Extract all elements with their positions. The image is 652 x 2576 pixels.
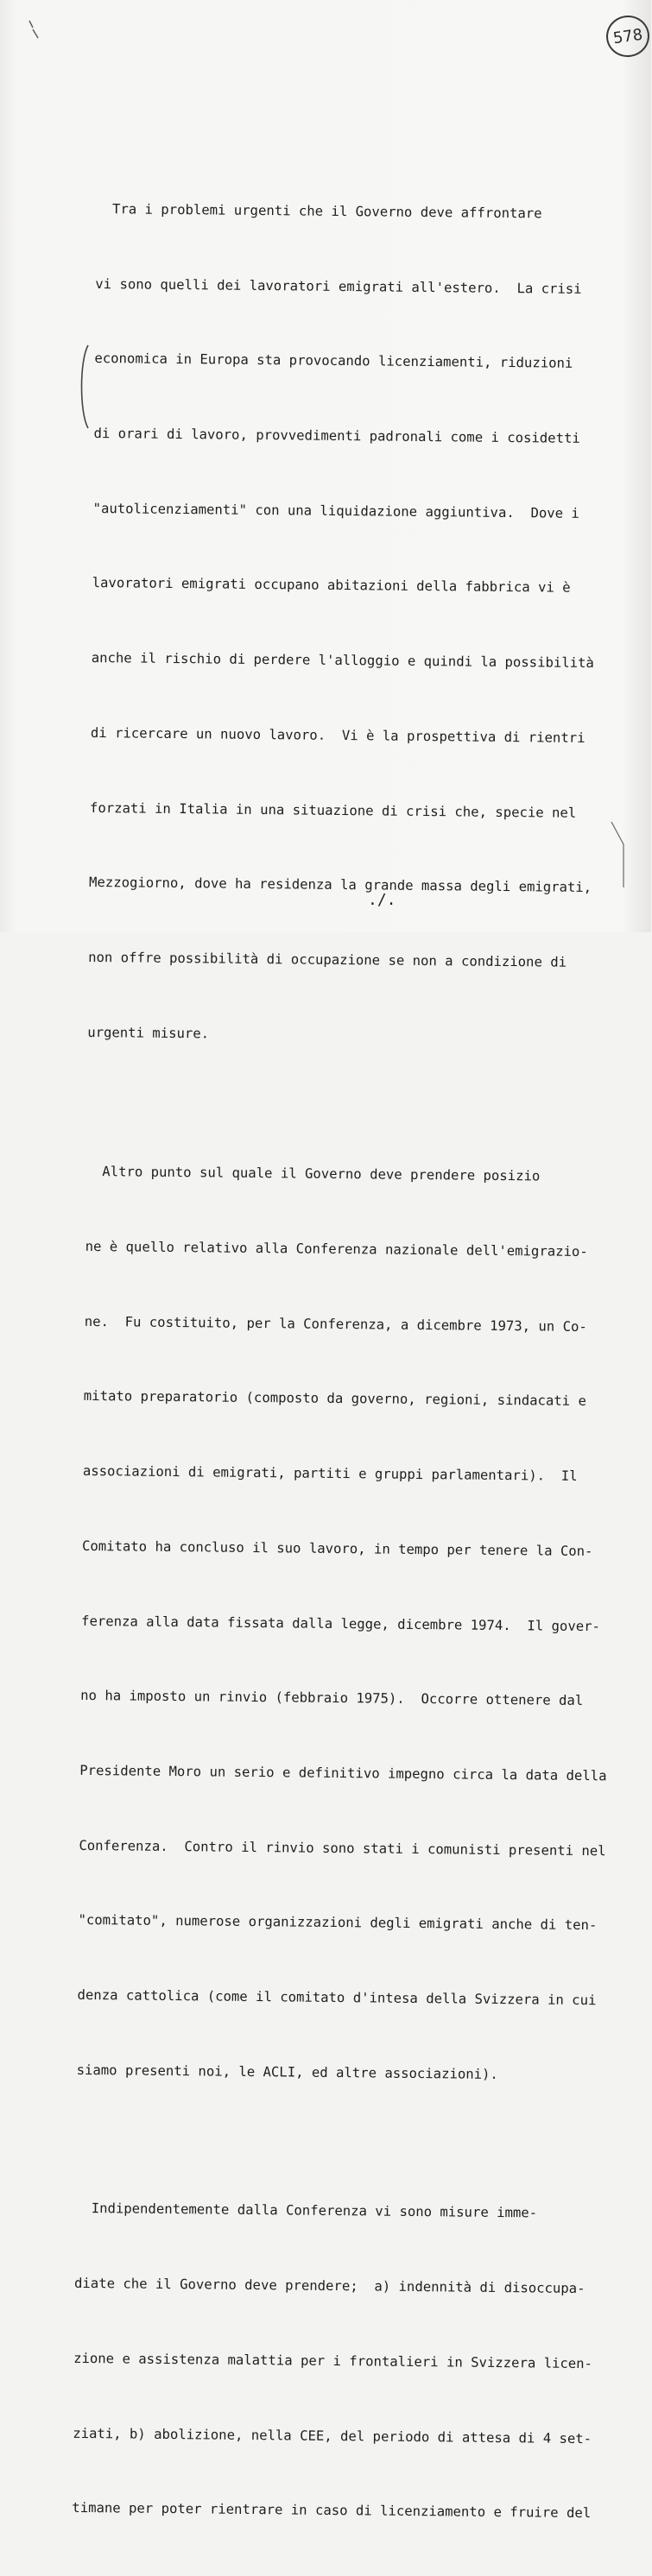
continuation-mark: ./. bbox=[368, 891, 396, 909]
text-line: siamo presenti noi, le ACLI, ed altre associazioni). bbox=[76, 2061, 498, 2082]
text-line: di orari di lavoro, provvedimenti padronali come i cosidetti bbox=[93, 425, 580, 446]
corner-pencil-mark bbox=[28, 19, 40, 41]
text-line: urgenti misure. bbox=[87, 1024, 210, 1042]
margin-edge-mark bbox=[610, 820, 625, 889]
text-line: Indipendentemente dalla Conferenza vi sono misure imme- bbox=[74, 2200, 538, 2221]
text-line: anche il rischio di perdere l'alloggio e quindi la possibilità bbox=[91, 650, 594, 672]
text-line: forzati in Italia in una situazione di crisi che, specie nel bbox=[89, 799, 577, 821]
margin-bracket-mark bbox=[78, 344, 90, 430]
text-line: Presidente Moro un serio e definitivo impegno circa la data della bbox=[79, 1762, 607, 1784]
text-line: mitato preparatorio (composto da governo, regioni, sindacati e bbox=[83, 1388, 586, 1410]
text-line: ferenza alla data fissata dalla legge, dicembre 1974. Il gover- bbox=[81, 1613, 601, 1634]
text-line: denza cattolica (come il comitato d'intesa della Svizzera in cui bbox=[77, 1987, 597, 2009]
text-line: "autolicenziamenti" con una liquidazione aggiuntiva. Dove i bbox=[92, 500, 579, 521]
text-line: ziati, b) abolizione, nella CEE, del periodo di attesa di 4 set- bbox=[73, 2425, 592, 2447]
typed-text-body bbox=[72, 147, 615, 2576]
text-line: no ha imposto un rinvio (febbraio 1975). Occorre ottenere dal bbox=[80, 1688, 584, 1709]
text-line: Mezzogiorno, dove ha residenza la grande massa degli emigrati, bbox=[88, 874, 592, 896]
text-line: lavoratori emigrati occupano abitazioni della fabbrica vi è bbox=[92, 575, 571, 597]
text-line: associazioni di emigrati, partiti e gruppi parlamentari). Il bbox=[82, 1463, 578, 1485]
text-line: diate che il Governo deve prendere; a) indennità di disoccupa- bbox=[73, 2275, 586, 2297]
text-line: Altro punto sul quale il Governo deve prendere posizio bbox=[85, 1164, 541, 1184]
text-line: non offre possibilità di occupazione se non a condizione di bbox=[88, 949, 567, 970]
text-line: "comitato", numerose organizzazioni degli emigrati anche di ten- bbox=[78, 1912, 598, 1934]
text-line: Tra i problemi urgenti che il Governo deve affrontare bbox=[96, 200, 542, 222]
text-line: ne. Fu costituito, per la Conferenza, a dicembre 1973, un Co- bbox=[84, 1313, 587, 1335]
paragraph-3 bbox=[72, 2146, 594, 2576]
paragraph-2 bbox=[76, 1109, 605, 2137]
text-line: di ricercare un nuovo lavoro. Vi è la prospettiva di rientri bbox=[90, 724, 586, 746]
text-line: Conferenza. Contro il rinvio sono stati i comunisti presenti nel bbox=[79, 1837, 606, 1859]
page-number: 578 bbox=[611, 25, 644, 47]
text-line: vi sono quelli dei lavoratori emigrati all'estero. La crisi bbox=[95, 275, 582, 297]
page-number-stamp bbox=[604, 13, 652, 60]
paragraph-1 bbox=[86, 147, 614, 1101]
text-line: zione e assistenza malattia per i frontalieri in Svizzera licen- bbox=[73, 2350, 593, 2371]
text-line: Comitato ha concluso il suo lavoro, in tempo per tenere la Con- bbox=[81, 1537, 593, 1559]
text-line: ne è quello relativo alla Conferenza nazionale dell'emigrazio- bbox=[85, 1238, 588, 1260]
text-line: timane per poter rientrare in caso di licenziamento e fruire del bbox=[72, 2500, 592, 2522]
text-line: economica in Europa sta provocando licenziamenti, riduzioni bbox=[94, 350, 573, 372]
